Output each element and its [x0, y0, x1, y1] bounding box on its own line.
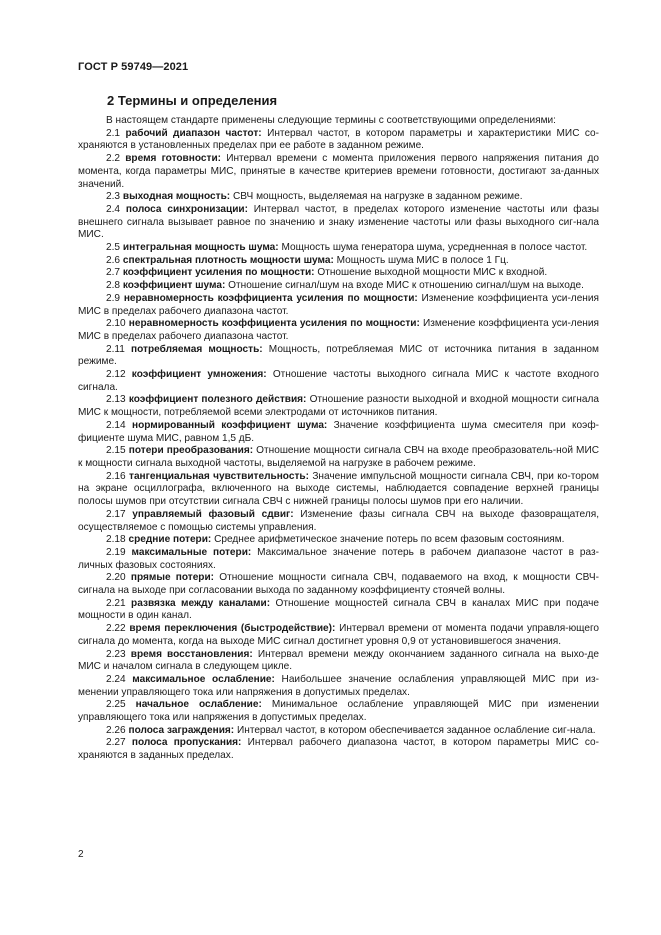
- document-body: [78, 115, 599, 763]
- term-definition: Интервал частот, в пределах которого изменение частоты или фазы внешнего сигнала вызывает равное по значению и знаку изменение частоты или фазы выходного сиг-нала МИС.: [78, 203, 599, 241]
- term-name: коэффициент полезного действия:: [128, 394, 307, 406]
- term-definition: СВЧ мощность, выделяемая на нагрузке в заданном режиме.: [232, 191, 523, 203]
- term-name: коэффициент шума:: [122, 280, 226, 292]
- term-name: потребляемая мощность:: [131, 343, 263, 355]
- term-name: полоса синхронизации:: [125, 203, 248, 215]
- term-definition: Интервал времени с момента приложения первого напряжения питания до момента, когда параметры МИС, принятые в качестве критериев времени готовности, достигают за-данных значений.: [78, 153, 599, 190]
- term-entry: [78, 547, 599, 572]
- term-definition: Интервал частот, в котором обеспечивается заданное ослабление сиг-нала.: [236, 724, 596, 736]
- term-entry: [78, 242, 599, 255]
- term-definition: Интервал времени от момента подачи управля-ющего сигнала до момента, когда на выходе МИС сигнал достигнет уровня 0,9 от установившегося значения.: [78, 623, 600, 647]
- term-number: 2.17: [106, 508, 126, 520]
- term-entry: [78, 471, 599, 509]
- term-entry: [78, 293, 599, 318]
- term-entry: [78, 420, 599, 445]
- term-definition: Отношение разности выходной и входной мощности сигнала МИС к мощности, потребляемой всеми электродами от источников питания.: [78, 394, 599, 419]
- term-definition: Отношение мощностей сигнала СВЧ в каналах МИС при подаче мощности в один канал.: [78, 597, 599, 622]
- term-name: тангенциальная чувствительность:: [129, 470, 309, 482]
- term-number: 2.6: [106, 254, 121, 266]
- term-number: 2.18: [106, 534, 126, 546]
- term-entry: [78, 369, 599, 394]
- term-definition: Отношение сигнал/шум на входе МИС к отношению сигнал/шум на выходе.: [228, 280, 584, 292]
- term-definition: Мощность шума МИС в полосе 1 Гц.: [336, 254, 509, 266]
- term-name: спектральная плотность мощности шума:: [122, 254, 334, 266]
- term-number: 2.14: [106, 419, 126, 431]
- term-number: 2.13: [106, 394, 126, 406]
- term-definition: Интервал времени между окончанием заданного сигнала на выхо-де МИС и началом сигнала в следующем цикле.: [78, 648, 600, 673]
- term-name: время готовности:: [125, 153, 222, 165]
- term-definition: Отношение мощности сигнала СВЧ на входе преобразователь-ной МИС к мощности сигнала выходной частоты, выделяемой на нагрузке в рабочем режиме.: [78, 445, 599, 469]
- term-number: 2.19: [106, 546, 126, 558]
- section-title: 2 Термины и определения: [107, 93, 278, 108]
- term-number: 2.5: [106, 242, 121, 254]
- term-definition: Интервал рабочего диапазона частот, в котором параметры МИС со-храняются в заданных пределах.: [78, 737, 599, 762]
- term-entry: [78, 598, 599, 623]
- term-entry: [78, 699, 599, 724]
- page-number: 2: [78, 849, 84, 860]
- term-name: коэффициент усиления по мощности:: [122, 267, 315, 279]
- term-entry: [78, 344, 599, 369]
- term-entry: [78, 267, 599, 280]
- term-number: 2.20: [106, 572, 126, 584]
- term-number: 2.7: [106, 267, 121, 279]
- term-entry: [78, 318, 599, 343]
- term-name: время восстановления:: [130, 648, 253, 660]
- term-entry: [78, 204, 599, 242]
- term-definition: Изменение коэффициента уси-ления МИС в пределах рабочего диапазона частот.: [78, 318, 599, 342]
- term-definition: Отношение выходной мощности МИС к входной.: [317, 267, 548, 279]
- term-name: нормированный коэффициент шума:: [131, 419, 328, 431]
- term-name: неравномерность коэффициента усиления по мощности:: [128, 318, 420, 330]
- term-number: 2.2: [106, 153, 121, 165]
- term-number: 2.4: [106, 203, 121, 215]
- term-entry: [78, 649, 599, 674]
- term-definition: Интервал частот, в котором параметры и характеристики МИС со-храняются в установленных пределах при ее работе в заданном режиме.: [78, 127, 600, 152]
- term-entry: [78, 737, 599, 762]
- term-number: 2.9: [106, 292, 121, 304]
- term-name: неравномерность коэффициента усиления по мощности:: [123, 292, 418, 304]
- term-definition: Значение коэффициента шума смесителя при коэф-фициенте шума МИС, равном 1,5 дБ.: [78, 419, 599, 444]
- term-entry: [78, 255, 599, 268]
- document-header: ГОСТ Р 59749—2021: [78, 61, 189, 73]
- term-number: 2.25: [106, 699, 126, 711]
- term-entry: [78, 623, 599, 648]
- term-entry: [78, 509, 599, 534]
- term-number: 2.22: [106, 623, 126, 635]
- term-number: 2.26: [106, 724, 126, 736]
- term-entry: [78, 445, 599, 470]
- term-number: 2.11: [106, 343, 125, 355]
- term-name: максимальное ослабление:: [132, 673, 275, 685]
- term-name: рабочий диапазон частот:: [125, 127, 262, 139]
- term-name: потери преобразования:: [128, 445, 254, 457]
- term-entry: [78, 725, 599, 738]
- term-entry: [78, 534, 599, 547]
- term-definition: Минимальное ослабление управляющей МИС при изменении управляющего тока или напряжения в допустимых пределах.: [78, 699, 599, 724]
- term-name: максимальные потери:: [131, 546, 252, 558]
- term-number: 2.23: [106, 648, 126, 660]
- term-number: 2.3: [106, 191, 121, 203]
- term-definition: Мощность шума генератора шума, усредненная в полосе частот.: [281, 242, 588, 254]
- term-definition: Изменение фазы сигнала СВЧ на выходе фазовращателя, осуществляемое с помощью системы управления.: [78, 508, 599, 533]
- term-entry: [78, 394, 599, 419]
- term-entry: [78, 153, 599, 191]
- terms-list: [78, 128, 599, 763]
- term-name: прямые потери:: [130, 572, 215, 584]
- term-definition: Среднее арифметическое значение потерь по всем фазовым состояниям.: [214, 534, 565, 546]
- term-definition: Мощность, потребляемая МИС от источника питания в заданном режиме.: [78, 343, 599, 368]
- term-name: коэффициент умножения:: [131, 369, 267, 381]
- term-name: управляемый фазовый сдвиг:: [132, 508, 294, 520]
- term-name: интегральная мощность шума:: [122, 242, 279, 254]
- term-number: 2.12: [106, 369, 126, 381]
- term-name: начальное ослабление:: [135, 699, 262, 711]
- term-name: время переключения (быстродействие):: [129, 623, 336, 635]
- intro-paragraph: В настоящем стандарте применены следующие термины с соответствующими определениями:: [106, 115, 556, 126]
- term-definition: Значение импульсной мощности сигнала СВЧ, при ко-тором на экране осциллографа, включенного на выходе системы, наблюдается совпадение верхней границы полосы шумов при отсутствии сигнала СВЧ с нижней границы полосы шумов при его наличии.: [78, 470, 599, 508]
- term-definition: Отношение мощности сигнала СВЧ, подаваемого на вход, к мощности СВЧ-сигнала на выходе при согласовании выхода по заданному коэффициенту стоячей волны.: [78, 572, 599, 597]
- term-number: 2.27: [106, 737, 126, 749]
- term-number: 2.16: [106, 470, 126, 482]
- term-number: 2.10: [106, 318, 126, 330]
- term-entry: [78, 128, 599, 153]
- term-number: 2.21: [106, 597, 126, 609]
- term-number: 2.8: [106, 280, 121, 292]
- term-definition: Изменение коэффициента уси-ления МИС в пределах рабочего диапазона частот.: [78, 292, 599, 317]
- term-name: полоса пропускания:: [131, 737, 242, 749]
- term-number: 2.15: [106, 445, 126, 457]
- term-number: 2.1: [106, 127, 121, 139]
- term-entry: [78, 572, 599, 597]
- term-definition: Отношение частоты выходного сигнала МИС к частоте входного сигнала.: [78, 369, 599, 393]
- term-entry: [78, 280, 599, 293]
- term-number: 2.24: [106, 673, 126, 685]
- term-name: развязка между каналами:: [131, 597, 271, 609]
- term-name: средние потери:: [128, 534, 212, 546]
- term-entry: [78, 191, 599, 204]
- term-definition: Наибольшее значение ослабления управляющей МИС при из-менении управляющего тока или напряжения в допустимых пределах.: [78, 673, 599, 698]
- term-name: полоса заграждения:: [128, 724, 235, 736]
- term-name: выходная мощность:: [122, 191, 231, 203]
- term-entry: [78, 674, 599, 699]
- term-definition: Максимальное значение потерь в рабочем диапазоне частот в раз-личных фазовых состояниях.: [78, 546, 599, 571]
